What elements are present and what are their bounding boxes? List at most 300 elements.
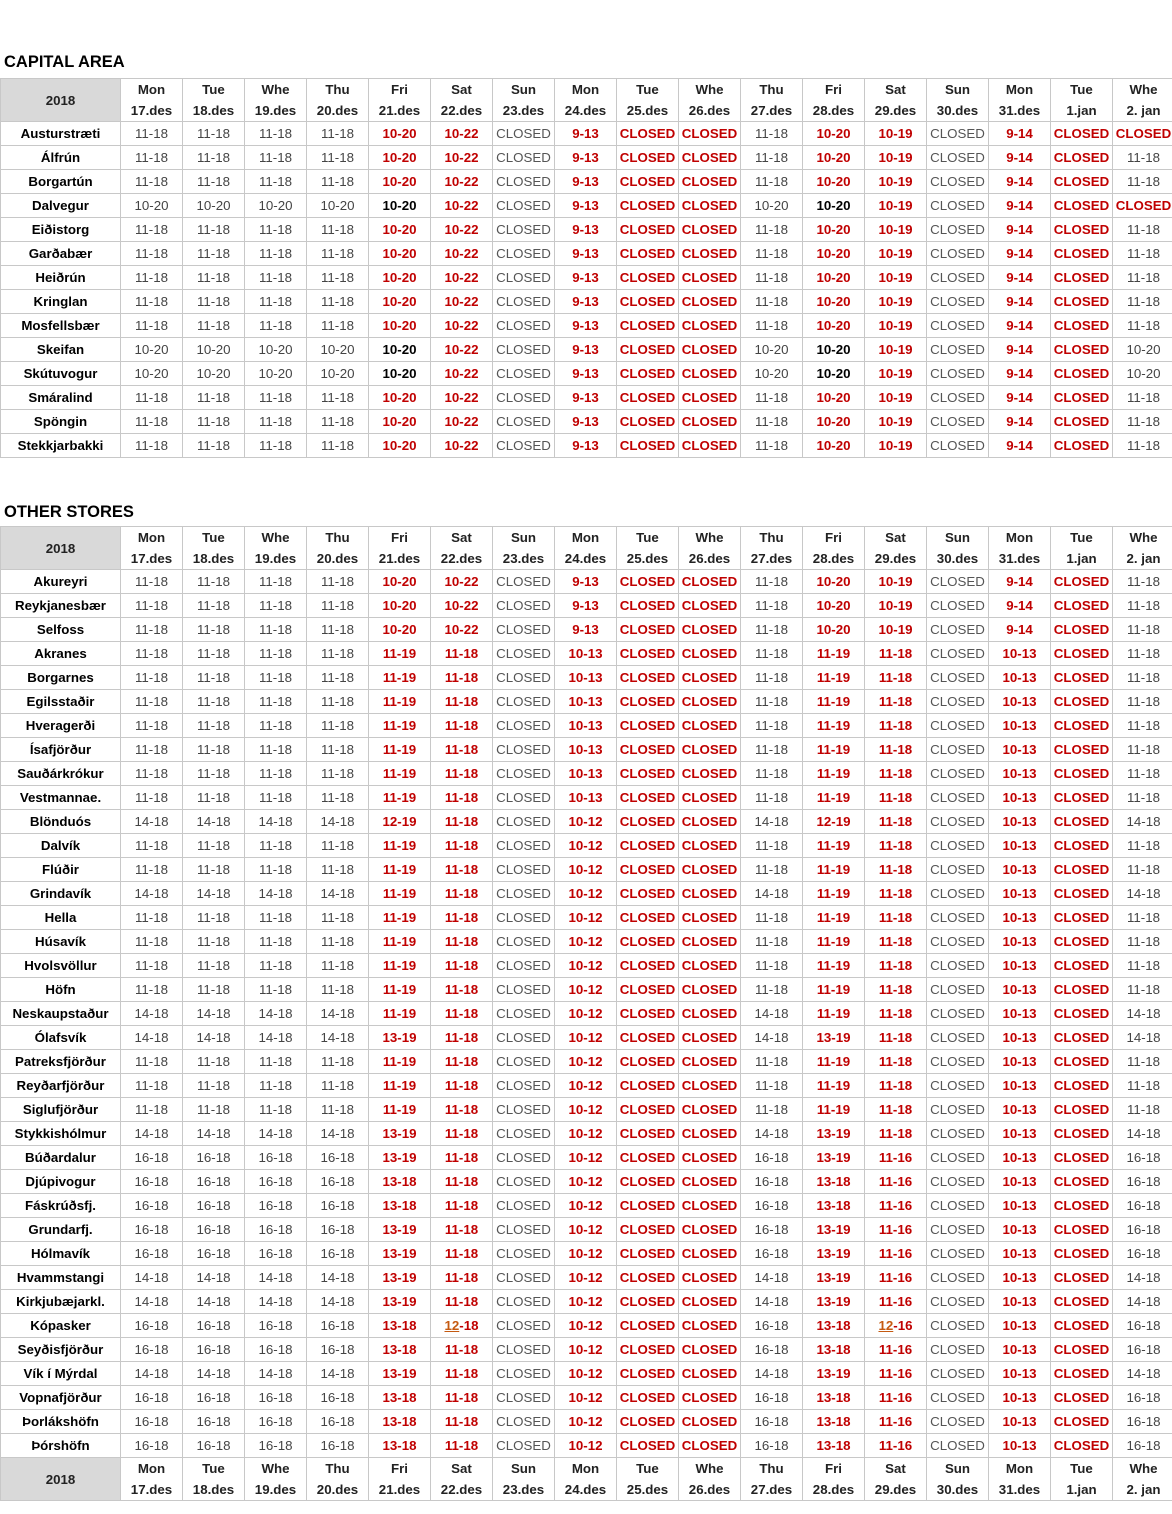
hours-cell: 11-18 bbox=[865, 1074, 927, 1098]
weekday-label: Mon bbox=[1005, 530, 1034, 545]
hours-cell: CLOSED bbox=[493, 858, 555, 882]
hours-cell: 11-18 bbox=[741, 146, 803, 170]
hours-cell: 10-12 bbox=[555, 1362, 617, 1386]
hours-cell: 13-18 bbox=[369, 1410, 431, 1434]
hours-cell: 10-20 bbox=[803, 218, 865, 242]
date-label: 21.des bbox=[378, 1482, 421, 1497]
hours-cell: 11-18 bbox=[741, 786, 803, 810]
header-day-header bbox=[307, 79, 369, 122]
hours-cell: 11-16 bbox=[865, 1362, 927, 1386]
hours-cell: CLOSED bbox=[1051, 146, 1113, 170]
hours-cell: 11-18 bbox=[307, 858, 369, 882]
hours-cell: 9-13 bbox=[555, 594, 617, 618]
hours-cell: 11-18 bbox=[121, 146, 183, 170]
hours-cell: CLOSED bbox=[1051, 618, 1113, 642]
footer-day-header bbox=[617, 1458, 679, 1501]
hours-cell: 11-18 bbox=[121, 570, 183, 594]
hours-cell: CLOSED bbox=[1051, 1122, 1113, 1146]
hours-cell: 11-18 bbox=[183, 434, 245, 458]
hours-cell: 16-18 bbox=[1113, 1386, 1172, 1410]
hours-cell: CLOSED bbox=[1051, 290, 1113, 314]
hours-cell: 16-18 bbox=[121, 1386, 183, 1410]
hours-cell: 11-19 bbox=[369, 834, 431, 858]
hours-cell: 10-13 bbox=[989, 1290, 1051, 1314]
header-day-header bbox=[307, 527, 369, 570]
hours-cell: 11-18 bbox=[431, 1242, 493, 1266]
date-label: 20.des bbox=[316, 551, 359, 566]
hours-cell: CLOSED bbox=[927, 1242, 989, 1266]
hours-cell: 16-18 bbox=[307, 1146, 369, 1170]
store-name: Hvammstangi bbox=[1, 1266, 121, 1290]
store-name: Kópasker bbox=[1, 1314, 121, 1338]
hours-cell: 10-22 bbox=[431, 362, 493, 386]
hours-cell: 11-18 bbox=[245, 434, 307, 458]
hours-cell: 10-13 bbox=[989, 834, 1051, 858]
hours-cell: 9-14 bbox=[989, 170, 1051, 194]
weekday-label: Tue bbox=[636, 1461, 659, 1476]
hours-cell: 10-20 bbox=[369, 242, 431, 266]
hours-cell: CLOSED bbox=[493, 1050, 555, 1074]
hours-cell: 14-18 bbox=[1113, 1122, 1172, 1146]
header-day-header bbox=[493, 79, 555, 122]
table-row bbox=[1, 1122, 1172, 1146]
hours-cell: CLOSED bbox=[927, 218, 989, 242]
hours-cell: 16-18 bbox=[1113, 1338, 1172, 1362]
hours-cell: 14-18 bbox=[121, 882, 183, 906]
hours-cell: 11-18 bbox=[431, 1338, 493, 1362]
header-day-header bbox=[183, 79, 245, 122]
hours-cell: 14-18 bbox=[183, 1290, 245, 1314]
hours-cell: 11-18 bbox=[245, 954, 307, 978]
hours-cell: CLOSED bbox=[617, 642, 679, 666]
hours-cell: CLOSED bbox=[493, 1170, 555, 1194]
hours-cell: 11-18 bbox=[245, 266, 307, 290]
hours-cell: CLOSED bbox=[927, 930, 989, 954]
hours-cell: 11-18 bbox=[307, 714, 369, 738]
hours-cell: 10-20 bbox=[121, 194, 183, 218]
hours-cell: 9-14 bbox=[989, 242, 1051, 266]
hours-cell: 13-19 bbox=[803, 1242, 865, 1266]
hours-cell: 13-18 bbox=[803, 1314, 865, 1338]
hours-cell: 14-18 bbox=[245, 1122, 307, 1146]
hours-cell: 11-18 bbox=[431, 810, 493, 834]
footer-day-header bbox=[803, 1458, 865, 1501]
table-row bbox=[1, 1362, 1172, 1386]
hours-cell: 10-19 bbox=[865, 618, 927, 642]
hours-cell: 11-16 bbox=[865, 1194, 927, 1218]
hours-cell: 10-19 bbox=[865, 242, 927, 266]
hours-cell: 11-18 bbox=[431, 1026, 493, 1050]
hours-cell: 10-19 bbox=[865, 434, 927, 458]
hours-cell: CLOSED bbox=[927, 1338, 989, 1362]
table-row bbox=[1, 170, 1172, 194]
hours-cell: CLOSED bbox=[679, 570, 741, 594]
hours-cell: 10-20 bbox=[369, 170, 431, 194]
hours-cell: 11-18 bbox=[121, 1050, 183, 1074]
hours-cell: CLOSED bbox=[617, 1362, 679, 1386]
hours-cell: 10-13 bbox=[989, 1170, 1051, 1194]
hours-cell: 10-20 bbox=[369, 290, 431, 314]
hours-cell: 14-18 bbox=[741, 1026, 803, 1050]
footer-day-header bbox=[493, 1458, 555, 1501]
hours-cell: CLOSED bbox=[679, 1410, 741, 1434]
hours-cell: 14-18 bbox=[1113, 1362, 1172, 1386]
store-name: Grundarfj. bbox=[1, 1218, 121, 1242]
hours-cell: 11-18 bbox=[1113, 714, 1172, 738]
hours-cell: CLOSED bbox=[617, 194, 679, 218]
store-name: Dalvík bbox=[1, 834, 121, 858]
store-name: Skeifan bbox=[1, 338, 121, 362]
hours-cell: 11-18 bbox=[121, 762, 183, 786]
hours-cell: 14-18 bbox=[307, 1026, 369, 1050]
hours-cell: CLOSED bbox=[617, 786, 679, 810]
hours-cell: CLOSED bbox=[617, 1194, 679, 1218]
hours-cell: CLOSED bbox=[679, 618, 741, 642]
hours-cell: 16-18 bbox=[1113, 1434, 1172, 1458]
hours-cell: 10-12 bbox=[555, 1218, 617, 1242]
hours-cell: 10-19 bbox=[865, 362, 927, 386]
hours-cell: 10-20 bbox=[803, 594, 865, 618]
hours-cell: 11-18 bbox=[431, 738, 493, 762]
hours-cell: CLOSED bbox=[493, 762, 555, 786]
hours-cell: 11-18 bbox=[865, 858, 927, 882]
weekday-label: Sun bbox=[510, 1461, 537, 1476]
weekday-label: Sun bbox=[944, 1461, 971, 1476]
hours-cell: 11-19 bbox=[369, 762, 431, 786]
hours-cell: CLOSED bbox=[617, 1266, 679, 1290]
hours-cell: 11-18 bbox=[741, 1050, 803, 1074]
hours-cell: 10-12 bbox=[555, 1002, 617, 1026]
hours-cell: 11-18 bbox=[1113, 666, 1172, 690]
date-label: 25.des bbox=[626, 551, 669, 566]
hours-cell: 10-22 bbox=[431, 410, 493, 434]
hours-cell: CLOSED bbox=[1051, 1362, 1113, 1386]
hours-cell: CLOSED bbox=[1051, 242, 1113, 266]
hours-cell: 9-13 bbox=[555, 434, 617, 458]
hours-cell: 16-18 bbox=[307, 1434, 369, 1458]
hours-cell: CLOSED bbox=[679, 882, 741, 906]
hours-cell bbox=[865, 1314, 927, 1338]
weekday-label: Fri bbox=[825, 530, 842, 545]
hours-cell: CLOSED bbox=[493, 410, 555, 434]
store-name: Hvolsvöllur bbox=[1, 954, 121, 978]
hours-cell: 11-18 bbox=[245, 690, 307, 714]
weekday-label: Tue bbox=[1070, 82, 1093, 97]
hours-cell: 10-20 bbox=[307, 338, 369, 362]
hours-cell: 16-18 bbox=[307, 1170, 369, 1194]
hours-cell: 11-18 bbox=[307, 618, 369, 642]
hours-cell: 13-18 bbox=[803, 1194, 865, 1218]
hours-cell: 10-20 bbox=[741, 194, 803, 218]
hours-cell: 11-18 bbox=[121, 618, 183, 642]
table-row bbox=[1, 1026, 1172, 1050]
hours-cell: 11-18 bbox=[307, 738, 369, 762]
hours-cell: 11-18 bbox=[431, 906, 493, 930]
hours-cell: CLOSED bbox=[493, 906, 555, 930]
table-row bbox=[1, 786, 1172, 810]
store-name: Austurstræti bbox=[1, 122, 121, 146]
hours-cell: CLOSED bbox=[1113, 194, 1172, 218]
hours-cell: 14-18 bbox=[183, 810, 245, 834]
header-day-header bbox=[679, 527, 741, 570]
table-row bbox=[1, 594, 1172, 618]
hours-cell: 10-22 bbox=[431, 594, 493, 618]
hours-cell: 14-18 bbox=[183, 882, 245, 906]
hours-cell: CLOSED bbox=[493, 170, 555, 194]
hours-cell: 11-18 bbox=[1113, 146, 1172, 170]
hours-cell: CLOSED bbox=[493, 738, 555, 762]
hours-cell: CLOSED bbox=[679, 146, 741, 170]
hours-cell: 11-18 bbox=[183, 1098, 245, 1122]
hours-cell: CLOSED bbox=[679, 290, 741, 314]
header-day-header bbox=[803, 527, 865, 570]
hours-cell: 10-13 bbox=[989, 642, 1051, 666]
hours-cell: 16-18 bbox=[245, 1314, 307, 1338]
hours-cell: CLOSED bbox=[927, 594, 989, 618]
hours-cell: CLOSED bbox=[617, 338, 679, 362]
hours-cell: 9-14 bbox=[989, 570, 1051, 594]
hours-cell: CLOSED bbox=[927, 1098, 989, 1122]
hours-cell: 14-18 bbox=[245, 810, 307, 834]
hours-cell: 11-18 bbox=[307, 690, 369, 714]
hours-cell: 10-19 bbox=[865, 594, 927, 618]
date-label: 21.des bbox=[378, 103, 421, 118]
hours-cell: CLOSED bbox=[493, 1242, 555, 1266]
hours-cell: CLOSED bbox=[493, 122, 555, 146]
hours-cell: 10-12 bbox=[555, 1098, 617, 1122]
table-row bbox=[1, 930, 1172, 954]
weekday-label: Sat bbox=[451, 1461, 472, 1476]
hours-cell: 10-13 bbox=[989, 738, 1051, 762]
hours-cell: 11-18 bbox=[741, 714, 803, 738]
hours-cell: CLOSED bbox=[927, 666, 989, 690]
hours-cell: 11-19 bbox=[369, 1050, 431, 1074]
hours-cell: 10-20 bbox=[741, 362, 803, 386]
hours-cell: 11-18 bbox=[1113, 218, 1172, 242]
hours-cell: 10-12 bbox=[555, 1410, 617, 1434]
hours-cell: CLOSED bbox=[617, 170, 679, 194]
hours-cell: 14-18 bbox=[1113, 810, 1172, 834]
hours-cell: 14-18 bbox=[121, 1266, 183, 1290]
hours-cell: CLOSED bbox=[927, 738, 989, 762]
hours-cell: 11-18 bbox=[1113, 1074, 1172, 1098]
hours-cell: 11-18 bbox=[431, 1146, 493, 1170]
hours-cell: 16-18 bbox=[741, 1314, 803, 1338]
hours-cell: CLOSED bbox=[679, 1002, 741, 1026]
hours-cell: CLOSED bbox=[1051, 1002, 1113, 1026]
table-row bbox=[1, 954, 1172, 978]
hours-cell: 11-16 bbox=[865, 1386, 927, 1410]
hours-cell: CLOSED bbox=[1051, 170, 1113, 194]
hours-cell: 9-14 bbox=[989, 362, 1051, 386]
hours-cell: 10-13 bbox=[989, 1266, 1051, 1290]
footer-day-header bbox=[989, 1458, 1051, 1501]
hours-cell: CLOSED bbox=[679, 266, 741, 290]
hours-cell: 14-18 bbox=[1113, 1002, 1172, 1026]
hours-cell: CLOSED bbox=[617, 1146, 679, 1170]
hours-cell: 14-18 bbox=[183, 1002, 245, 1026]
hours-cell: 11-19 bbox=[803, 642, 865, 666]
table-row bbox=[1, 882, 1172, 906]
hours-cell: 10-12 bbox=[555, 978, 617, 1002]
hours-cell: CLOSED bbox=[493, 618, 555, 642]
store-name: Neskaupstaður bbox=[1, 1002, 121, 1026]
table-row bbox=[1, 314, 1172, 338]
hours-cell: CLOSED bbox=[493, 1098, 555, 1122]
store-name: Vík í Mýrdal bbox=[1, 1362, 121, 1386]
hours-cell: 16-18 bbox=[307, 1338, 369, 1362]
date-label: 17.des bbox=[130, 551, 173, 566]
hours-cell: CLOSED bbox=[679, 1362, 741, 1386]
hours-cell: CLOSED bbox=[679, 1122, 741, 1146]
hours-cell: 11-18 bbox=[431, 1194, 493, 1218]
header-day-header bbox=[369, 79, 431, 122]
date-label: 19.des bbox=[254, 551, 297, 566]
hours-cell: 11-18 bbox=[307, 906, 369, 930]
hours-cell: 14-18 bbox=[245, 882, 307, 906]
hours-cell: CLOSED bbox=[493, 978, 555, 1002]
hours-cell: 11-18 bbox=[245, 642, 307, 666]
hours-cell: 11-18 bbox=[121, 594, 183, 618]
hours-cell: 10-13 bbox=[989, 786, 1051, 810]
footer-day-header bbox=[1113, 1458, 1172, 1501]
date-label: 28.des bbox=[812, 103, 855, 118]
store-name: Patreksfjörður bbox=[1, 1050, 121, 1074]
hours-cell: 10-19 bbox=[865, 410, 927, 434]
hours-cell: CLOSED bbox=[927, 834, 989, 858]
hours-cell: 10-19 bbox=[865, 146, 927, 170]
hours-cell: 16-18 bbox=[1113, 1146, 1172, 1170]
hours-cell: 16-18 bbox=[121, 1338, 183, 1362]
hours-cell: 10-19 bbox=[865, 338, 927, 362]
hours-cell: 11-18 bbox=[307, 410, 369, 434]
hours-cell: 11-18 bbox=[307, 1074, 369, 1098]
hours-cell: 10-20 bbox=[369, 386, 431, 410]
hours-cell: 9-14 bbox=[989, 194, 1051, 218]
hours-cell: 11-18 bbox=[121, 410, 183, 434]
hours-cell: CLOSED bbox=[493, 1434, 555, 1458]
hours-cell: 14-18 bbox=[245, 1266, 307, 1290]
store-name: Stekkjarbakki bbox=[1, 434, 121, 458]
hours-cell: 11-19 bbox=[803, 714, 865, 738]
date-label: 24.des bbox=[564, 551, 607, 566]
hours-cell: 11-19 bbox=[369, 978, 431, 1002]
hours-cell: 10-13 bbox=[989, 1002, 1051, 1026]
hours-cell: CLOSED bbox=[927, 338, 989, 362]
hours-cell: CLOSED bbox=[1113, 122, 1172, 146]
hours-cell: 10-13 bbox=[989, 954, 1051, 978]
hours-cell: 11-18 bbox=[307, 954, 369, 978]
hours-cell: CLOSED bbox=[617, 762, 679, 786]
date-label: 29.des bbox=[874, 551, 917, 566]
hours-cell: CLOSED bbox=[1051, 122, 1113, 146]
hours-cell: CLOSED bbox=[617, 218, 679, 242]
header-day-header bbox=[493, 527, 555, 570]
date-label: 1.jan bbox=[1066, 103, 1097, 118]
hours-cell: 16-18 bbox=[1113, 1218, 1172, 1242]
hours-cell: CLOSED bbox=[927, 786, 989, 810]
hours-cell: 11-18 bbox=[183, 146, 245, 170]
hours-cell: 11-18 bbox=[183, 618, 245, 642]
hours-cell: CLOSED bbox=[679, 1314, 741, 1338]
hours-cell: 10-13 bbox=[989, 1098, 1051, 1122]
hours-cell: CLOSED bbox=[927, 386, 989, 410]
hours-cell: 16-18 bbox=[741, 1170, 803, 1194]
hours-cell: 10-13 bbox=[989, 1026, 1051, 1050]
hours-cell: 12-19 bbox=[803, 810, 865, 834]
hours-cell: CLOSED bbox=[927, 266, 989, 290]
table-row bbox=[1, 194, 1172, 218]
hours-cell: 9-14 bbox=[989, 122, 1051, 146]
year-header: 2018 bbox=[1, 527, 121, 570]
hours-cell: CLOSED bbox=[927, 1434, 989, 1458]
hours-cell: CLOSED bbox=[493, 1026, 555, 1050]
hours-cell: CLOSED bbox=[927, 1122, 989, 1146]
hours-cell: 11-18 bbox=[183, 954, 245, 978]
weekday-label: Thu bbox=[759, 1461, 784, 1476]
hours-cell: 11-18 bbox=[865, 1002, 927, 1026]
table-row bbox=[1, 714, 1172, 738]
hours-cell: 11-19 bbox=[803, 786, 865, 810]
hours-cell: CLOSED bbox=[1051, 1242, 1113, 1266]
hours-cell: 11-18 bbox=[183, 978, 245, 1002]
date-label: 24.des bbox=[564, 1482, 607, 1497]
hours-cell: 16-18 bbox=[245, 1434, 307, 1458]
hours-cell: 11-18 bbox=[431, 1266, 493, 1290]
hours-cell: CLOSED bbox=[1051, 1074, 1113, 1098]
hours-cell: 10-20 bbox=[803, 362, 865, 386]
hours-cell: CLOSED bbox=[679, 1290, 741, 1314]
hours-cell: CLOSED bbox=[1051, 906, 1113, 930]
hours-cell: 11-18 bbox=[741, 858, 803, 882]
hours-cell: 10-13 bbox=[989, 1434, 1051, 1458]
hours-cell: 16-18 bbox=[245, 1146, 307, 1170]
hours-cell: 11-18 bbox=[121, 242, 183, 266]
date-label: 20.des bbox=[316, 103, 359, 118]
hours-cell: 11-18 bbox=[431, 834, 493, 858]
hours-cell: 10-22 bbox=[431, 122, 493, 146]
hours-cell: 10-13 bbox=[989, 858, 1051, 882]
hours-cell: 16-18 bbox=[741, 1146, 803, 1170]
hours-cell: 11-18 bbox=[741, 762, 803, 786]
weekday-label: Mon bbox=[571, 530, 600, 545]
date-label: 26.des bbox=[688, 1482, 731, 1497]
hours-cell: 10-13 bbox=[989, 1386, 1051, 1410]
hours-cell: 13-19 bbox=[803, 1362, 865, 1386]
hours-cell: 10-13 bbox=[555, 666, 617, 690]
hours-cell: 16-18 bbox=[307, 1410, 369, 1434]
table-row bbox=[1, 1410, 1172, 1434]
hours-cell: 10-13 bbox=[989, 1410, 1051, 1434]
hours-cell: 13-18 bbox=[803, 1170, 865, 1194]
table-row bbox=[1, 146, 1172, 170]
hours-cell: 11-18 bbox=[307, 786, 369, 810]
hours-cell: CLOSED bbox=[927, 762, 989, 786]
hours-cell: 16-18 bbox=[183, 1410, 245, 1434]
hours-cell: 11-16 bbox=[865, 1290, 927, 1314]
store-name: Garðabær bbox=[1, 242, 121, 266]
hours-cell: CLOSED bbox=[493, 786, 555, 810]
date-label: 17.des bbox=[130, 1482, 173, 1497]
hours-cell: 11-18 bbox=[121, 122, 183, 146]
hours-cell: 13-19 bbox=[803, 1026, 865, 1050]
hours-cell: 13-19 bbox=[803, 1146, 865, 1170]
store-name: Búðardalur bbox=[1, 1146, 121, 1170]
hours-cell: 11-18 bbox=[121, 314, 183, 338]
hours-cell: 11-18 bbox=[307, 762, 369, 786]
hours-cell: 9-14 bbox=[989, 290, 1051, 314]
hours-cell: CLOSED bbox=[679, 170, 741, 194]
